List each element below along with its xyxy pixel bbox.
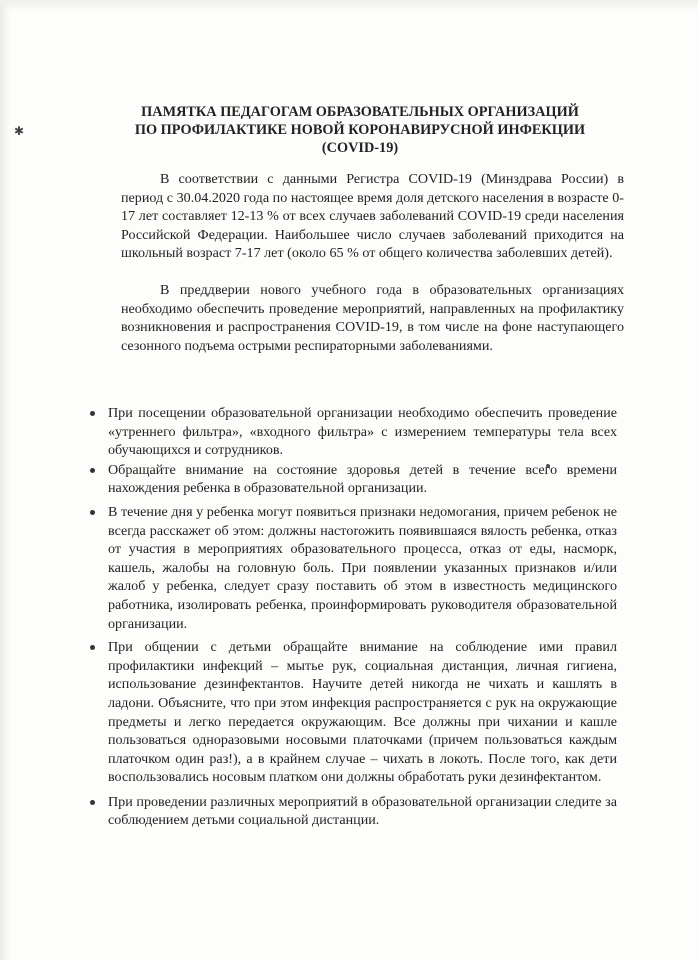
- recommendations-list: [0, 404, 698, 830]
- intro-paragraph-1: В соответствии с данными Регистра COVID-19 (Минздрава России) в период с 30.04.2020 года по настоящее время доля детского населения в возрасте 0-17 лет составляет 12-13 % от всех случаев заболеваний COVID-19 среди населения Российской Федерации. Наибольшее число случаев заболеваний приходится на школьный возраст 7-17 лет (около 65 % от общего количества заболевших детей).: [121, 171, 624, 262]
- bullet-icon: [90, 510, 95, 515]
- list-item-text: При проведении различных мероприятий в образовательной организации следите за соблюдением детьми социальной дистанции.: [108, 793, 617, 829]
- intro-paragraph-2: В преддверии нового учебного года в образовательных организациях необходимо обеспечить проведение мероприятий, направленных на профилактику возникновения и распространения COVID-19, в том числе на фоне наступающего сезонного подъема острыми респираторными заболеваниями.: [121, 282, 624, 354]
- binder-mark-icon: ✱: [14, 124, 25, 138]
- title-line-3: (COVID-19): [321, 140, 399, 156]
- list-item: [108, 461, 617, 498]
- title-line-2: ПО ПРОФИЛАКТИКЕ НОВОЙ КОРОНАВИРУСНОЙ ИНФЕКЦИИ: [134, 122, 586, 138]
- bullet-icon: [90, 645, 95, 650]
- list-item: [108, 503, 617, 633]
- list-item: [108, 638, 617, 787]
- list-item: [108, 793, 617, 830]
- list-item-text: Обращайте внимание на состояние здоровья детей в течение всего времени нахождения ребенка в образовательной организации.: [108, 461, 617, 497]
- bullet-icon: [90, 411, 95, 416]
- list-item-text: При общении с детьми обращайте внимание на соблюдение ими правил профилактики инфекций – мытье рук, социальная дистанция, личная гигиена, использование дезинфектантов. Научите детей никогда не чихать и кашлять в ладони. Объясните, что при этом инфекция распространяется с рук на окружающие предметы и легко передается окружающим. Все должны при чихании и кашле пользоваться одноразовыми носовыми платочками (причем пользоваться каждым платочком один раз!), а в крайнем случае – чихать в локоть. После того, как дети воспользовались носовым платком они должны обработать руки дезинфектантом.: [108, 639, 617, 786]
- document-title: [110, 103, 610, 157]
- list-item: [108, 404, 617, 460]
- title-line-1: ПАМЯТКА ПЕДАГОГАМ ОБРАЗОВАТЕЛЬНЫХ ОРГАНИЗАЦИЙ: [141, 104, 579, 120]
- list-item-text: При посещении образовательной организации необходимо обеспечить проведение «утреннего фильтра», «входного фильтра» с измерением температуры тела всех обучающихся и сотрудников.: [108, 405, 617, 459]
- bullet-icon: [90, 800, 95, 805]
- bullet-icon: [90, 468, 95, 473]
- scan-edge-top: [0, 0, 698, 12]
- list-item-text: В течение дня у ребенка могут появиться признаки недомогания, причем ребенок не всегда расскажет об этом: должны настorожить появившаяся вялость ребенка, отказ от участия в мероприятиях образовательного процесса, отказ от еды, насморк, кашель, жалобы на головную боль. При появлении указанных признаков и/или жалоб у ребенка, следует сразу поставить об этом в известность медицинского работника, изолировать ребенка, проинформировать руководителя образовательной организации.: [108, 503, 617, 632]
